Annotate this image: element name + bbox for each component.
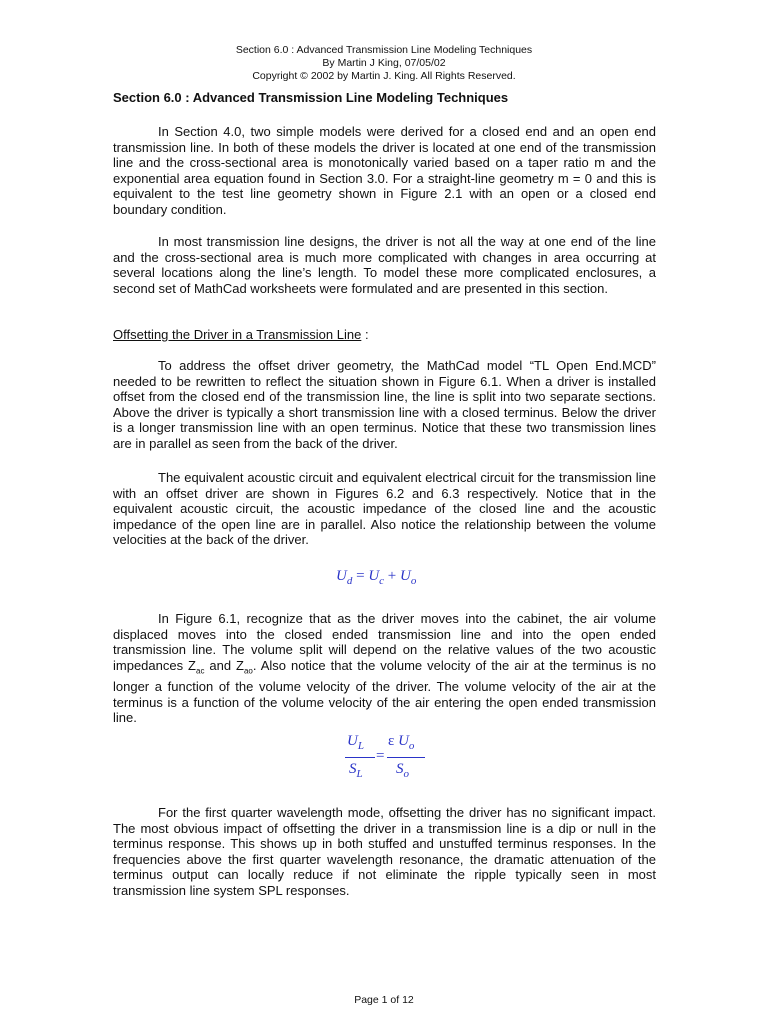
- subheading-colon: :: [361, 327, 369, 342]
- paragraph-5: In Figure 6.1, recognize that as the driver moves into the cabinet, the air volume displaced moves into the closed ended transmission line and into the open ended transmission line. The volume split will depend on the relative values of the two acoustic impedances $Z_{ac}$ and $Z_{ao}$. Also notice that the volume velocity of the air at the terminus is no longer a function of the volume velocity of the driver. The volume velocity of the air at the terminus is a function of the volume velocity of the air entering the open ended transmission line.: [113, 611, 657, 726]
- eq2-num-left: $U_L$: [347, 733, 364, 752]
- section-title: Section 6.0 : Advanced Transmission Line Modeling Techniques: [113, 90, 509, 105]
- running-header-author: By Martin J King, 07/05/02: [322, 57, 446, 69]
- running-header-copyright: Copyright © 2002 by Martin J. King. All Rights Reserved.: [252, 70, 516, 82]
- paragraph-3: To address the offset driver geometry, the MathCad model “TL Open End.MCD” needed to be rewritten to reflect the situation shown in Figure 6.1. When a driver is installed offset from the closed end of the transmission line, the line is split into two separate sections. Above the driver is typically a short transmission line with a closed terminus. Below the driver is a longer transmission line with an open terminus. Notice that these two transmission lines are in parallel as seen from the back of the driver.: [113, 358, 656, 451]
- paragraph-4: The equivalent acoustic circuit and equivalent electrical circuit for the transmission line with an offset driver are shown in Figures 6.2 and 6.3 respectively. Notice that in the equivalent acoustic circuit, the acoustic impedance of the closed line and the acoustic impedance of the open line are in parallel. Also notice the relationship between the volume velocities at the back of the driver.: [113, 470, 656, 548]
- eq2-den-left: $S_L$: [349, 761, 363, 780]
- eq2-fraction-bar-right: [387, 757, 425, 758]
- running-header-title: Section 6.0 : Advanced Transmission Line Modeling Techniques: [235, 44, 533, 56]
- paragraph-2: In most transmission line designs, the driver is not all the way at one end of the line and the cross-sectional area is much more complicated with changes in area occurring at several locations along the line’s length. To model these more complicated enclosures, a second set of MathCad worksheets were formulated and are presented in this section.: [113, 234, 656, 296]
- eq2-num-right: ε $U_o$: [388, 733, 415, 752]
- eq2-fraction-bar-left: [345, 757, 375, 758]
- paragraph-1: In Section 4.0, two simple models were derived for a closed end and an open end transmission line. In both of these models the driver is located at one end of the transmission line and the cross-sectional area is monotonically varied based on a taper ratio m and the exponential area equation found in Section 3.0. For a straight-line geometry m = 0 and this is equivalent to the test line geometry shown in Figure 2.1 with an open or a closed end boundary condition.: [113, 124, 656, 217]
- paragraph-6: For the first quarter wavelength mode, offsetting the driver has no significant impact. The most obvious impact of offsetting the driver in a transmission line is a dip or null in the terminus response. This shows up in both stuffed and unstuffed terminus responses. In the frequencies above the first quarter wavelength resonance, the dramatic attenuation of the terminus output can locally reduce if not eliminate the ripple typically seen in most transmission line system SPL responses.: [113, 805, 656, 898]
- subheading: [113, 327, 369, 342]
- eq2-den-right: $S_o$: [396, 761, 409, 780]
- equation-volume-velocity: $U_d = U_c + U_o$: [336, 568, 417, 587]
- subheading-text: Offsetting the Driver in a Transmission Line: [113, 327, 362, 342]
- eq2-equals: =: [376, 748, 385, 764]
- page-number: Page 1 of 12: [354, 994, 414, 1006]
